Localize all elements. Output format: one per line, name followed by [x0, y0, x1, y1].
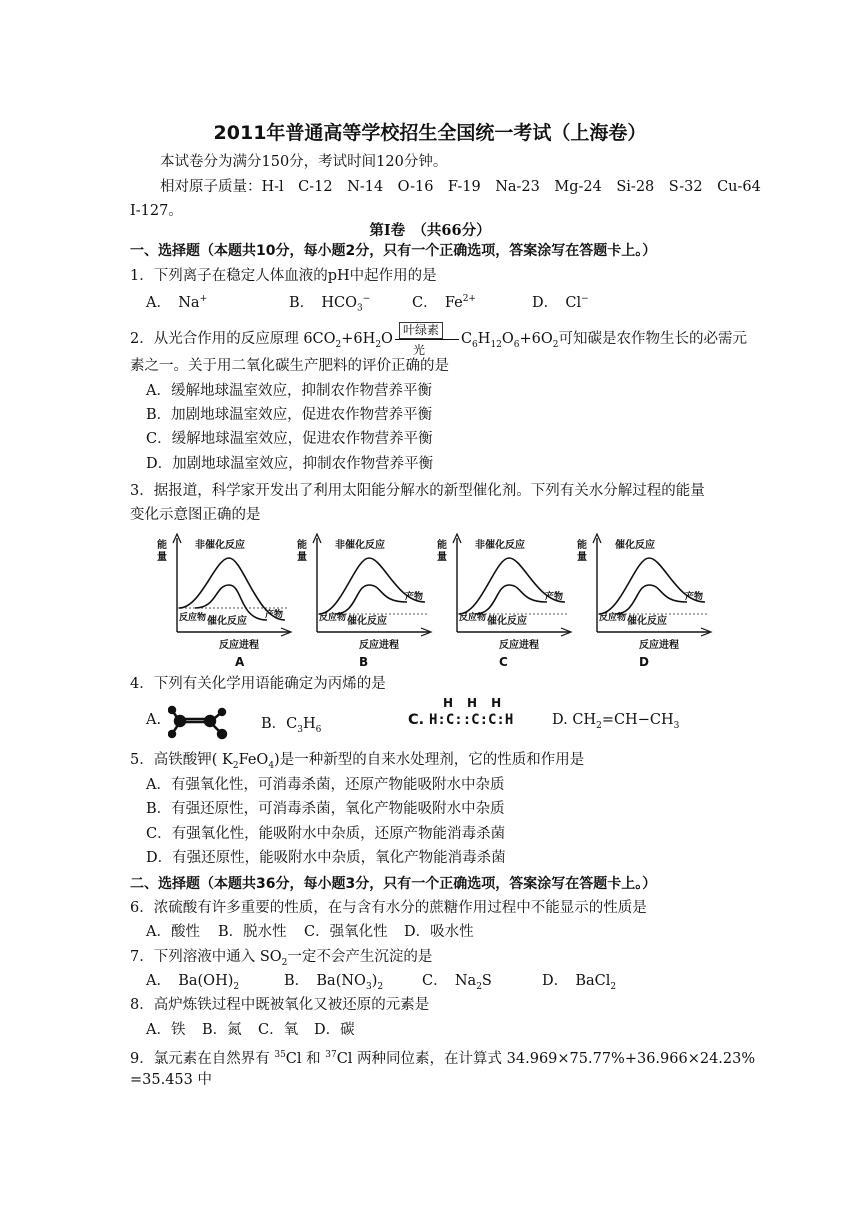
energy-graph-d	[575, 530, 715, 670]
y-axis-label: 量	[437, 552, 447, 563]
x-axis-label: 反应进程	[499, 640, 539, 651]
score-info: 本试卷分为满分150分，考试时间120分钟。	[160, 154, 448, 170]
q1-option-b: B． HCO	[289, 294, 358, 311]
atomic-mass-cont: I-127。	[130, 203, 183, 219]
q7-option-a: A． Ba(OH)	[146, 973, 234, 989]
section2-heading: 二、选择题（本题共36分，每小题3分，只有一个正确选项，答案涂写在答题卡上。）	[130, 876, 657, 892]
q6-option-a: A．酸性	[146, 924, 200, 940]
lower-curve-label: 催化反应	[207, 616, 247, 627]
q1-option-c: C． Fe	[412, 294, 463, 311]
reactant-label: 反应物	[179, 613, 207, 623]
q4-option-c-h-row: H H H	[443, 696, 503, 710]
q4-option-a-label: A.	[146, 712, 162, 728]
top-curve-label: 非催化反应	[335, 540, 385, 551]
q1-option-a: A． Na	[146, 294, 200, 311]
y-axis-label: 能	[297, 540, 307, 551]
q1-stem: 1．下列离子在稳定人体血液的pH中起作用的是	[130, 268, 437, 284]
product-label: 产物	[265, 610, 284, 620]
x-axis-label: 反应进程	[359, 640, 399, 651]
q8-option-c: C．氧	[258, 1022, 299, 1038]
atomic-mass-info: 相对原子质量：H-l C-12 N-14 O-16 F-19 Na-23 Mg-24 Si-28 S-32 Cu-64	[160, 179, 761, 195]
q1-option-d: D． Cl	[532, 294, 582, 311]
graph-letter: D	[639, 655, 649, 669]
q6-option-d: D．吸水性	[404, 924, 474, 940]
reaction-arrow: 叶绿素 光	[393, 324, 461, 354]
q6-stem: 6．浓硫酸有许多重要的性质，在与含有水分的蔗糖作用过程中不能显示的性质是	[130, 900, 647, 916]
product-label: 产物	[545, 592, 564, 602]
q7-stem: 7．下列溶液中通入 $SO_2$一定不会产生沉淀的是	[130, 949, 433, 968]
energy-graph-b	[295, 530, 435, 670]
q4-options	[146, 696, 746, 744]
q4-option-d: D. $CH_2=CH-CH_3$	[552, 712, 680, 731]
y-axis-label: 能	[157, 540, 167, 551]
q6-option-c: C．强氧化性	[304, 924, 388, 940]
q5-option-d: D．有强还原性，能吸附水中杂质，氧化产物能消毒杀菌	[146, 850, 506, 866]
section1-heading: 一、选择题（本题共10分，每小题2分，只有一个正确选项，答案涂写在答题卡上。）	[130, 243, 657, 259]
q2-option-b: B．加剧地球温室效应，促进农作物营养平衡	[146, 407, 433, 423]
lower-curve-label: 催化反应	[487, 616, 527, 627]
lower-curve-label: 催化反应	[627, 616, 667, 627]
x-axis-label: 反应进程	[219, 640, 259, 651]
q8-option-a: A．铁	[146, 1022, 186, 1038]
graph-letter: A	[235, 655, 245, 669]
graph-letter: C	[499, 655, 508, 669]
y-axis-label: 量	[577, 552, 587, 563]
exam-title: 2011年普通高等学校招生全国统一考试（上海卷）	[213, 122, 647, 144]
energy-graph-a	[155, 530, 295, 670]
reactant-label: 反应物	[319, 613, 347, 623]
q8-option-d: D．碳	[314, 1022, 355, 1038]
q4-stem: 4．下列有关化学用语能确定为丙烯的是	[130, 676, 386, 692]
q2-stem: 2．从光合作用的反应原理 $6CO_2+6H_2O$ 叶绿素 光 $C_6H_{12}O_6+6O_2$可知碳是农作物生长的必需元	[130, 323, 748, 357]
propene-ball-stick-model	[168, 702, 228, 742]
q1-options: A． Na+ B． $HCO_3^-$ C． $Fe^{2+}$ D． Cl−	[146, 294, 589, 314]
q2-stem-line2: 素之一。关于用二氧化碳生产肥料的评价正确的是	[130, 358, 449, 374]
q2-option-c: C．缓解地球温室效应，促进农作物营养平衡	[146, 431, 433, 447]
y-axis-label: 能	[437, 540, 447, 551]
lower-curve-label: 催化反应	[347, 616, 387, 627]
top-curve-label: 催化反应	[615, 540, 655, 551]
q4-option-c-label: C.	[408, 712, 425, 728]
product-label: 产物	[685, 592, 704, 602]
part1-heading: 第I卷 （共66分）	[369, 222, 491, 239]
reactant-label: 反应物	[599, 613, 627, 623]
energy-graph-c	[435, 530, 575, 670]
q4-option-b: B．$C_3H_6$	[261, 716, 322, 735]
q3-stem-line2: 变化示意图正确的是	[130, 507, 261, 523]
y-axis-label: 量	[157, 552, 167, 563]
q3-stem: 3．据报道，科学家开发出了利用太阳能分解水的新型催化剂。下列有关水分解过程的能量	[130, 483, 705, 499]
q5-stem: 5．高铁酸钾( $K_2FeO_4$)是一种新型的自来水处理剂，它的性质和作用是	[130, 752, 585, 771]
q7-options: A． $Ba(OH)_2$ B． $Ba(NO_3)_2$ C． $Na_2S$ D． BaCl$_2$	[146, 973, 617, 992]
q4-option-c-electron-formula: H:C::C:C:H	[429, 712, 514, 728]
q7-option-c: C． Na	[422, 973, 477, 989]
x-axis-label: 反应进程	[639, 640, 679, 651]
y-axis-label: 能	[577, 540, 587, 551]
q5-option-b: B．有强还原性，可消毒杀菌，氧化产物能吸附水中杂质	[146, 801, 505, 817]
q7-option-d: D． BaCl	[542, 973, 611, 989]
top-curve-label: 非催化反应	[475, 540, 525, 551]
q8-options	[146, 1019, 355, 1041]
top-curve-label: 非催化反应	[195, 540, 245, 551]
reactant-label: 反应物	[459, 613, 487, 623]
q2-option-d: D．加剧地球温室效应，抑制农作物营养平衡	[146, 456, 434, 472]
q5-option-c: C．有强氧化性，能吸附水中杂质，还原产物能消毒杀菌	[146, 826, 506, 842]
q9-stem-line2: =35.453 中	[130, 1072, 212, 1088]
q8-option-b: B．氮	[202, 1022, 242, 1038]
q2-option-a: A．缓解地球温室效应，抑制农作物营养平衡	[146, 383, 432, 399]
q6-option-b: B．脱水性	[218, 924, 287, 940]
q5-option-a: A．有强氧化性，可消毒杀菌，还原产物能吸附水中杂质	[146, 777, 505, 793]
y-axis-label: 量	[297, 552, 307, 563]
q6-options	[146, 921, 474, 943]
q7-option-b: B． Ba(NO	[284, 973, 366, 989]
product-label: 产物	[405, 592, 424, 602]
q9-stem: 9．氯元素在自然界有 $^{35}$Cl 和 $^{37}$Cl 两种同位素，在计算式 34.969×75.77%+36.966×24.23%	[130, 1050, 756, 1067]
graph-letter: B	[359, 655, 369, 669]
q8-stem: 8．高炉炼铁过程中既被氧化又被还原的元素是	[130, 997, 430, 1013]
energy-diagrams	[155, 530, 735, 670]
